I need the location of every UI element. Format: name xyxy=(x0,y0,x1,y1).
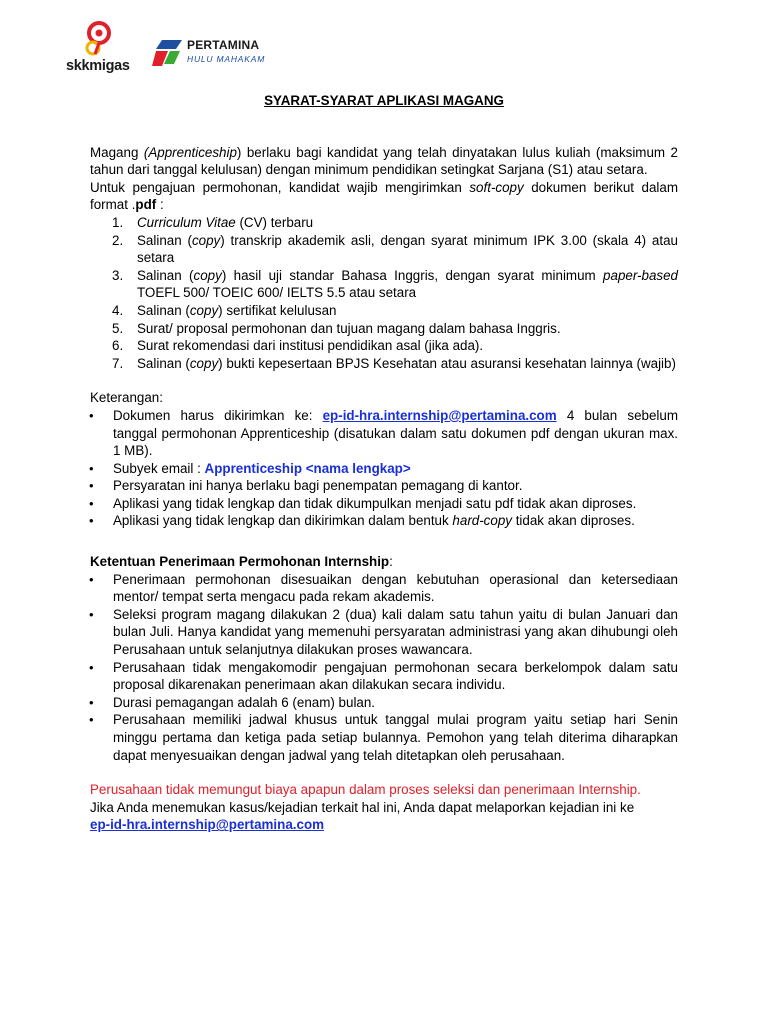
document-body xyxy=(90,92,678,834)
list-item: • Perusahaan memiliki jadwal khusus untuk tanggal mulai program yaitu setiap hari Senin minggu pertama dan ketiga pada setiap bulannya. Pemohon yang telah diterima diharapkan dapat menyesuaikan dengan jadwal yang telah ditetapkan oleh perusahaan. xyxy=(89,712,678,763)
skkmigas-mark-icon xyxy=(80,20,120,58)
list-item: 2. Salinan (copy) transkrip akademik asli, dengan syarat minimum IPK 3.00 (skala 4) atau setara xyxy=(112,232,678,266)
skkmigas-wordmark: skkmigas xyxy=(66,58,130,74)
list-item: • Dokumen harus dikirimkan ke: ep-id-hra.internship@pertamina.com 4 bulan sebelum tanggal permohonan Apprenticeship (disatukan dalam satu dokumen pdf dengan ukuran max. 1 MB). xyxy=(89,407,678,459)
fee-warning: Perusahaan tidak memungut biaya apapun dalam proses seleksi dan penerimaan Internship. xyxy=(90,782,641,798)
list-item: • Persyaratan ini hanya berlaku bagi penempatan pemagang di kantor. xyxy=(89,478,523,494)
list-item: 6. Surat rekomendasi dari institusi pendidikan asal (jika ada). xyxy=(112,338,484,354)
skkmigas-logo xyxy=(60,20,140,76)
bullet-icon: • xyxy=(89,513,94,529)
report-text: Jika Anda menemukan kasus/kejadian terkait hal ini, Anda dapat melaporkan kejadian ini ke xyxy=(90,799,635,815)
pertamina-subtitle: HULU MAHAKAM xyxy=(187,54,266,64)
pertamina-mark-icon xyxy=(152,36,186,68)
list-item: 1. Curriculum Vitae (CV) terbaru xyxy=(112,214,314,230)
intro-paragraph-2: Untuk pengajuan permohonan, kandidat wajib mengirimkan soft-copy dokumen berikut dalam format .pdf : xyxy=(90,179,678,213)
bullet-icon: • xyxy=(89,478,94,494)
bullet-icon: • xyxy=(89,694,94,710)
bullet-icon: • xyxy=(89,407,94,423)
report-email-link[interactable]: ep-id-hra.internship@pertamina.com xyxy=(90,817,325,833)
list-item: 5. Surat/ proposal permohonan dan tujuan magang dalam bahasa Inggris. xyxy=(112,320,561,336)
list-item: • Penerimaan permohonan disesuaikan dengan kebutuhan operasional dan ketersediaan mentor/ tempat serta mengacu pada rekam akademis. xyxy=(89,571,678,605)
bullet-icon: • xyxy=(89,571,94,587)
requirements-list xyxy=(90,214,678,372)
email-link[interactable]: ep-id-hra.internship@pertamina.com xyxy=(322,407,557,423)
bullet-icon: • xyxy=(89,659,94,675)
bullet-icon: • xyxy=(89,606,94,622)
list-item: • Seleksi program magang dilakukan 2 (dua) kali dalam satu tahun yaitu di bulan Januari dan bulan Juli. Hanya kandidat yang memenuhi persyaratan administrasi yang akan dihubungi oleh Perusahaan untuk selanjutnya dilakukan proses wawancara. xyxy=(89,606,678,658)
bullet-icon: • xyxy=(89,495,94,511)
list-item: 4. Salinan (copy) sertifikat kelulusan xyxy=(112,302,337,318)
bullet-icon: • xyxy=(89,712,94,728)
list-item: • Perusahaan tidak mengakomodir pengajuan permohonan secara berkelompok dalam satu proposal dikarenakan penerimaan akan dilakukan secara individu. xyxy=(89,659,678,693)
pertamina-wordmark: PERTAMINA xyxy=(187,38,260,52)
pertamina-logo xyxy=(152,36,312,76)
keterangan-heading: Keterangan: xyxy=(90,390,163,406)
page-title: SYARAT-SYARAT APLIKASI MAGANG xyxy=(264,93,504,108)
intro-paragraph-1: Magang (Apprenticeship) berlaku bagi kandidat yang telah dinyatakan lulus kuliah (maksimum 2 tahun dari tanggal kelulusan) dengan minimum pendidikan setingkat Sarjana (S1) atau setara. xyxy=(90,144,678,178)
keterangan-list xyxy=(90,407,678,530)
ketentuan-list xyxy=(90,571,678,765)
list-item: • Durasi pemagangan adalah 6 (enam) bulan. xyxy=(89,694,376,710)
list-item: 3. Salinan (copy) hasil uji standar Bahasa Inggris, dengan syarat minimum paper-based TOEFL 500/ TOEIC 600/ IELTS 5.5 atau setara xyxy=(112,267,678,301)
list-item: 7. Salinan (copy) bukti kepesertaan BPJS Kesehatan atau asuransi kesehatan lainnya (wajib) xyxy=(112,355,676,371)
list-item: • Aplikasi yang tidak lengkap dan tidak dikumpulkan menjadi satu pdf tidak akan diproses. xyxy=(89,495,637,511)
list-item: • Aplikasi yang tidak lengkap dan dikirimkan dalam bentuk hard-copy tidak akan diproses. xyxy=(89,513,635,529)
email-subject: Apprenticeship <nama lengkap> xyxy=(204,460,411,476)
bullet-icon: • xyxy=(89,460,94,476)
ketentuan-heading: Ketentuan Penerimaan Permohonan Internship: xyxy=(90,554,393,570)
list-item: • Subyek email : Apprenticeship <nama lengkap> xyxy=(89,460,411,476)
header-logos xyxy=(60,20,300,80)
